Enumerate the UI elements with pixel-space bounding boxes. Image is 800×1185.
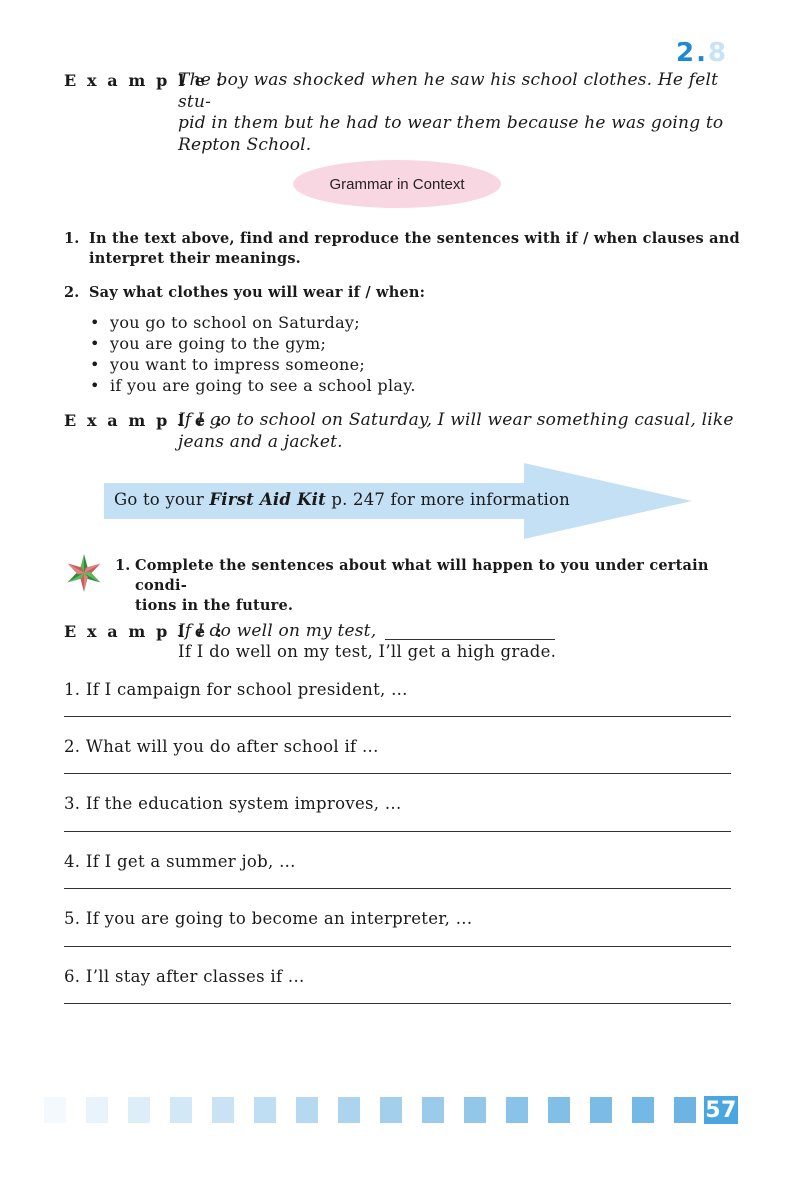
footer-square bbox=[296, 1097, 318, 1123]
sentence-item-5: 5. If you are going to become an interpreter, ... bbox=[64, 909, 473, 928]
footer-square bbox=[422, 1097, 444, 1123]
answer-line-6[interactable] bbox=[64, 1003, 731, 1004]
exercise-1: 1. Complete the sentences about what will happen to you under certain condi- tions in the future. bbox=[115, 557, 709, 614]
list-item: • you go to school on Saturday; bbox=[88, 312, 416, 333]
footer-square bbox=[548, 1097, 570, 1123]
example-label: E x a m p l e : bbox=[64, 71, 225, 90]
list-item: • you are going to the gym; bbox=[88, 333, 416, 354]
list-item: • you want to impress someone; bbox=[88, 354, 416, 375]
clothes-situations-list bbox=[88, 312, 416, 396]
footer-square bbox=[380, 1097, 402, 1123]
example-label: E x a m p l e : bbox=[64, 622, 225, 641]
example-prompt: If I do well on my test, bbox=[178, 621, 377, 641]
example-label: E x a m p l e : bbox=[64, 411, 225, 430]
list-item: • if you are going to see a school play. bbox=[88, 375, 416, 396]
footer-square bbox=[44, 1097, 66, 1123]
footer-square bbox=[338, 1097, 360, 1123]
sentence-item-2: 2. What will you do after school if ... bbox=[64, 737, 379, 756]
answer-line-1[interactable] bbox=[64, 716, 731, 717]
task-1: 1. In the text above, find and reproduce the sentences with if / when clauses and interpret their meanings. bbox=[64, 230, 740, 267]
star-icon bbox=[64, 553, 104, 593]
example-answer: If I do well on my test, I’ll get a high grade. bbox=[178, 642, 557, 661]
footer-square bbox=[674, 1097, 696, 1123]
task-2: 2. Say what clothes you will wear if / when: bbox=[64, 284, 426, 301]
answer-line-3[interactable] bbox=[64, 831, 731, 832]
footer-square bbox=[632, 1097, 654, 1123]
example-text: The boy was shocked when he saw his school clothes. He felt stu- pid in them but he had to wear them because he was going to Repton School. bbox=[178, 70, 724, 155]
example-blank-line bbox=[385, 639, 555, 640]
footer-square bbox=[506, 1097, 528, 1123]
sentence-item-1: 1. If I campaign for school president, ... bbox=[64, 680, 408, 699]
sentence-item-6: 6. I’ll stay after classes if ... bbox=[64, 967, 305, 986]
footer-square bbox=[254, 1097, 276, 1123]
unit-number: 2.8 bbox=[676, 38, 729, 68]
example-text: If I go to school on Saturday, I will wear something casual, like jeans and a jacket. bbox=[178, 410, 734, 452]
page-number: 57 bbox=[705, 1097, 737, 1123]
sentence-item-4: 4. If I get a summer job, ... bbox=[64, 852, 296, 871]
sentence-item-3: 3. If the education system improves, ... bbox=[64, 794, 402, 813]
footer-square bbox=[86, 1097, 108, 1123]
answer-line-2[interactable] bbox=[64, 773, 731, 774]
answer-line-5[interactable] bbox=[64, 946, 731, 947]
answer-line-4[interactable] bbox=[64, 888, 731, 889]
footer-square bbox=[590, 1097, 612, 1123]
footer-square bbox=[128, 1097, 150, 1123]
footer-square bbox=[464, 1097, 486, 1123]
first-aid-kit-reference: Go to your First Aid Kit p. 247 for more information bbox=[114, 490, 570, 509]
grammar-in-context-badge: Grammar in Context bbox=[293, 160, 501, 208]
footer-square bbox=[212, 1097, 234, 1123]
footer-square bbox=[170, 1097, 192, 1123]
